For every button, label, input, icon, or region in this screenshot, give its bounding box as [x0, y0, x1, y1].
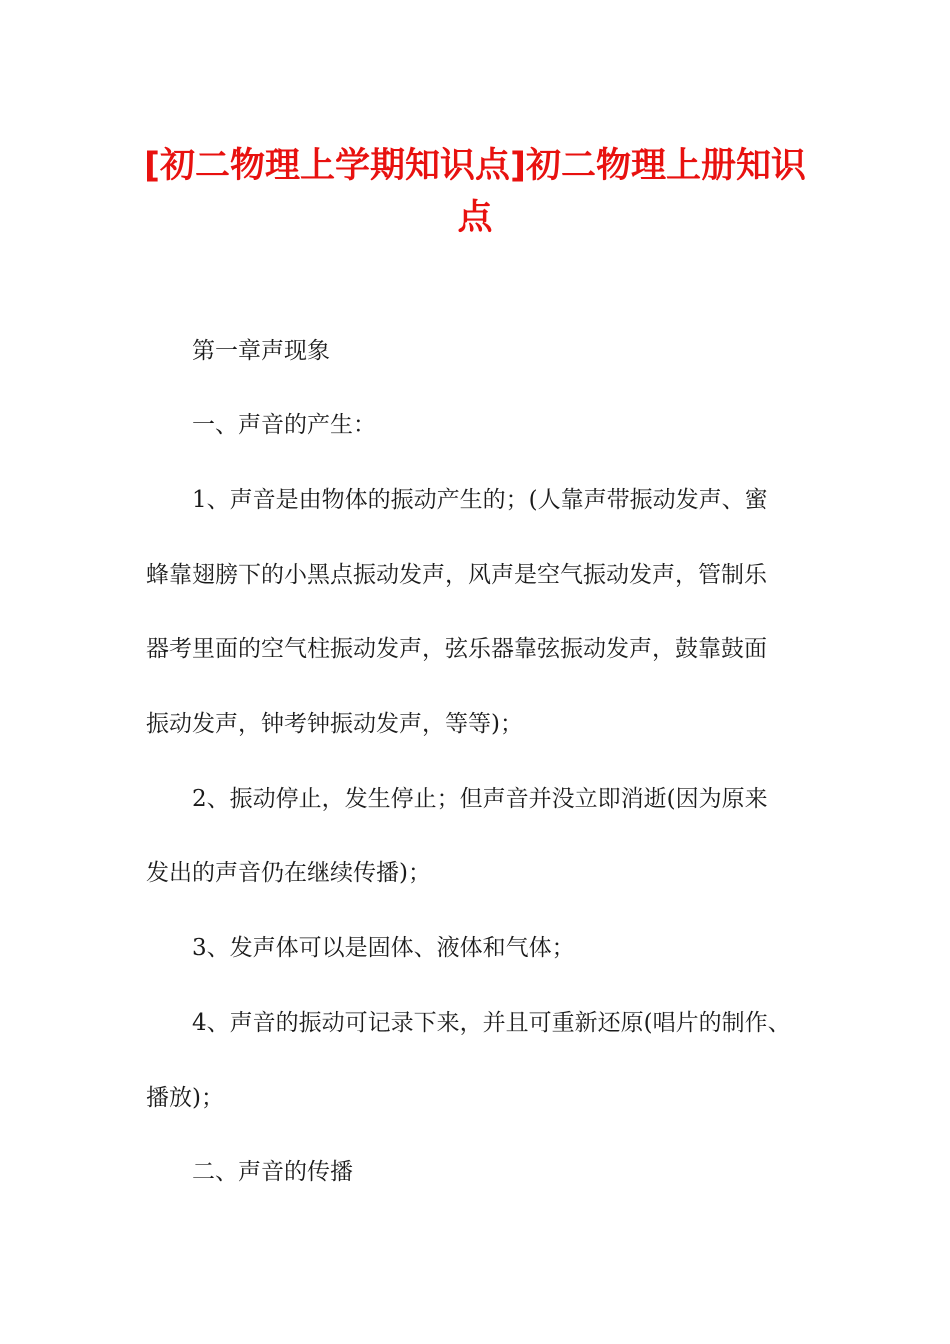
paragraph-line: 发出的声音仍在继续传播)； [146, 860, 431, 886]
paragraph-line: 播放)； [146, 1085, 224, 1111]
section-heading-sound-production: 一、声音的产生： [192, 412, 376, 438]
paragraph-line: 1、声音是由物体的振动产生的；(人靠声带振动发声、蜜 [192, 487, 768, 513]
paragraph-line: 振动发声，钟考钟振动发声，等等)； [146, 711, 523, 737]
paragraph-line: 器考里面的空气柱振动发声，弦乐器靠弦振动发声，鼓靠鼓面 [146, 636, 767, 662]
chapter-heading: 第一章声现象 [192, 338, 330, 364]
paragraph-line: 2、振动停止，发生停止；但声音并没立即消逝(因为原来 [192, 786, 768, 812]
document-title: [初二物理上学期知识点]初二物理上册知识点 [144, 146, 806, 238]
paragraph-line: 3、发声体可以是固体、液体和气体； [192, 935, 575, 961]
section-heading-sound-propagation: 二、声音的传播 [192, 1159, 353, 1185]
paragraph-line: 4、声音的振动可记录下来，并且可重新还原(唱片的制作、 [192, 1010, 791, 1036]
paragraph-line: 蜂靠翅膀下的小黑点振动发声，风声是空气振动发声，管制乐 [146, 562, 767, 588]
